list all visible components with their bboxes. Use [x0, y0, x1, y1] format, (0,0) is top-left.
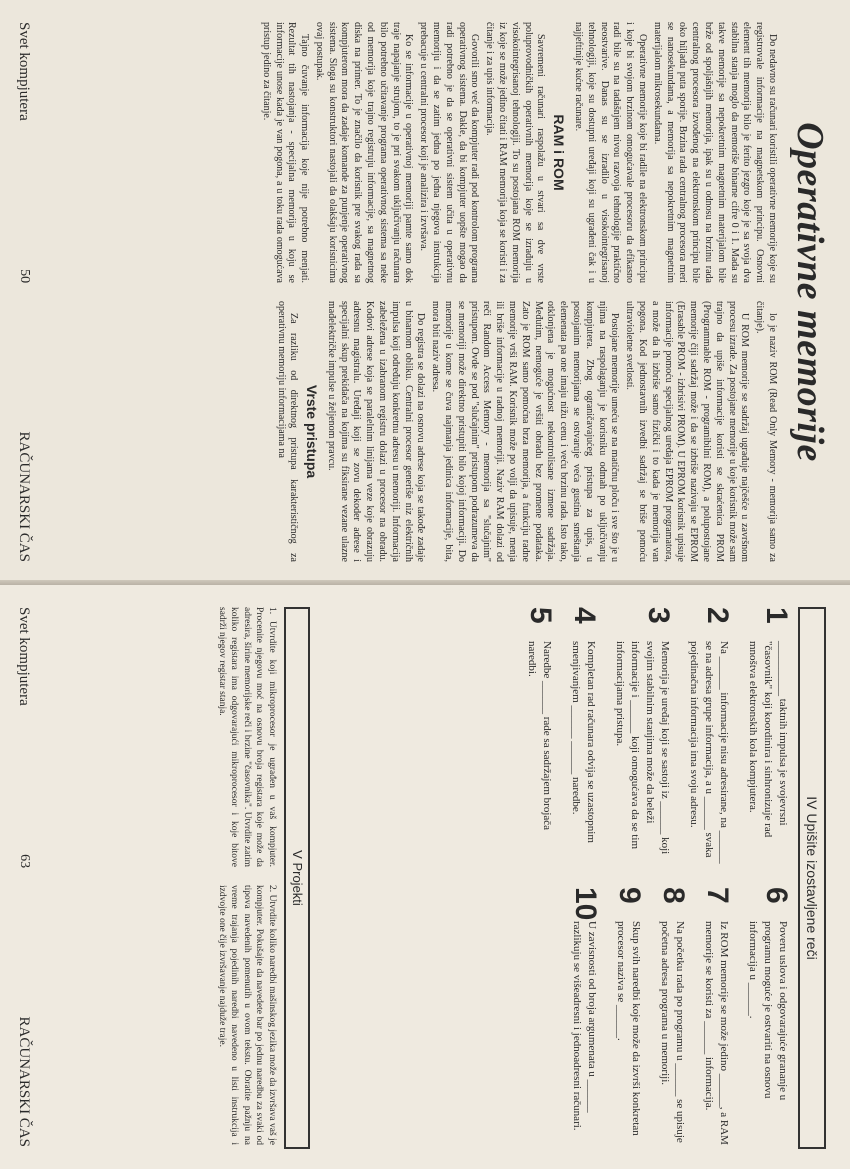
page-number: 50: [17, 269, 32, 284]
question-text: Iz ROM memorije se može jedino ______, a RAM memorije se koristi za ______ informacija.: [703, 921, 730, 1145]
question-text: Poveru uslova i odgovarajuće grananje u programu moguće je ostvariti na osnovu informacija u ______.: [747, 921, 789, 1101]
project-1: 1. Utvrdite koji mikroprocesor je ugrađen u vaš kompjuter. Procenite njegovu moć na osnovu broja registara koje može da adresira, širine memorijske reči i brzine "časovnika". Utvrdite zatim koliko registara ima odgovarajući mikroprocesor i koje bitove sadrži njegov registar stanja.: [217, 607, 277, 867]
article-column-2: [48, 301, 778, 562]
page-50-content: [0, 0, 850, 584]
question-number: 6: [760, 887, 793, 904]
question-item: [745, 607, 793, 865]
question-item: [657, 887, 690, 1145]
section-heading-vrste-pristupa: Vrste pristupa: [304, 384, 321, 479]
article-title: Operativne memorije: [789, 122, 831, 462]
question-item: [686, 607, 734, 865]
question-text: Skup svih naredbi koje može da izvrši konkretan procesor naziva se ______.: [615, 921, 642, 1136]
paragraph: U ROM memorije se sadržaj ugrađuje najčešće u završnom procesu izrade. Za postojane memorije u koje korisnik može sam trajno da upiše informacije koristi se skraćenica PROM (Programmable ROM - programibilni ROM), a polupostojane memorije čiji sadržaj može i da se izbriše nazivaju se EPROM (Erasable PROM - izbrisivi PROM). U EPROM korisnik upisuje informacije pomoću specijalnog uređaja EPROM programatora, a može da ih izbriše samo fizički i to kada je memorija van pogona. Kod jednostavnih izvedbi sadržaj se briše pomoću ultravioletne svetlosti.: [624, 301, 751, 562]
question-column-left: [310, 607, 793, 865]
question-item: [613, 887, 646, 1145]
page-footer: [14, 607, 34, 1147]
section-heading-ram-rom: RAM i ROM: [551, 114, 568, 191]
page-footer: [14, 22, 34, 562]
question-text: Naredbe ______ rade sa sadržajem brojača naredbi.: [526, 641, 553, 831]
project-columns: [78, 607, 278, 1145]
exercise-section-title: IV Upišite izostavljene reči: [798, 607, 826, 1149]
question-number: 4: [568, 607, 601, 624]
paragraph: Do nedavno su računari koristili operativne memorije koje su registrovale informacije na magnetskom principu. Osnovni element tih memorija bilo je ferito jezgro koje je sa svoja dva stabilna stanja moglo da memoriše binarne cifre 0 i 1. Mada su takve memorije sa nepokretnim magnetnim materijalom bile brže od spoljašnjih memorija, ipak su u odnosu na brzinu rada centralnog procesora izvođenog na elektronskom principu bile oko hiljadu puta sporije. Brzina rada centralnog procesora meri se nanosekundama, a memorija sa nepokretnim magnetnim materijalom mikrosekundama.: [651, 22, 778, 283]
question-number: 8: [657, 887, 690, 904]
article-column-1: [48, 22, 778, 283]
paragraph: Savremeni računari raspolažu u stvari sa dve vrste poluprovodničkih operativnih memorija koje se izrađuju u visokointegrisanoj tehnologiji. To su postojana ROM memorija iz koje se može jedino čitati i RAM memorija koja se koristi i za čitanje i za upis informacija.: [484, 22, 547, 283]
question-columns: [310, 607, 793, 1145]
paragraph: Tajno čuvanje informacija koje nije potrebno menjati. Rezultat tih nastojanja - specijalna memorija u koju se informacije unose kada je van pogona, a u toku rada omogućava pristup jedino za čitanje.: [260, 22, 311, 283]
page-63: [0, 585, 850, 1169]
footer-magazine-name: Svet kompjutera: [16, 22, 33, 121]
footer-section-name: RAČUNARSKI ČAS: [16, 1016, 33, 1147]
question-text: Na početku rada po programu u ______ se upisuje početna adresa programa u memoriji.: [659, 921, 686, 1143]
question-column-right: [310, 887, 793, 1145]
question-item: [701, 887, 734, 1145]
paragraph: lo je naziv ROM (Read Only Memory - memorija samo za čitanje).: [754, 301, 778, 562]
question-item: [745, 887, 793, 1145]
question-item: [612, 607, 675, 865]
question-text: __________ taktnih impulsa je svojevrsni "časovnik" koji koordinira i sinhronizuje rad mnoštva elektronskih kola kompjutera.: [747, 641, 789, 838]
question-text: Memorija je uređaj koji se sastoji iz ______ koji svojim stabilnim stanjima može da beleži informacije i ______ koji omogućava da se tim informacijama pristupa.: [614, 641, 671, 855]
paragraph: Ko se informacije u operativnoj memoriji pamte samo dok traje napajanje strujom, to je pri svakom uključivanju računara bilo potrebno učitavanje programa operativnog sistema sa neke od memorija koje trajno registruju informacije, sa magnetnog diska na primer. To je značilo da korisnik pre svakog rada sa kompjuterom mora da zadaje komande za punjenje operativnog sistema. Sloga su konstruktori nastojali da olakšaju korisnicima ovaj postupak.: [313, 22, 415, 283]
page-50: [0, 0, 850, 584]
question-item: [524, 607, 557, 865]
question-number: 7: [701, 887, 734, 904]
article-columns: [48, 22, 778, 562]
question-item: [568, 607, 601, 865]
footer-magazine-name: Svet kompjutera: [16, 607, 33, 706]
question-number: 10: [569, 887, 602, 921]
footer-section-name: RAČUNARSKI ČAS: [16, 431, 33, 562]
page-63-content: [0, 585, 850, 1169]
paragraph: Operativne memorije koje bi radile na elektronskom principu i koje bi svojom brzinom omogućavale procesoru da efikasno radi bile su na tadašnjem nivou razvoja tehnologije praktično neostvarive. Danas su se izradilo u visokointegrisanoj tehnologiji, koje su dostupni uređaji koji su ugrađeni čak i u najjeftinije kućne računare.: [573, 22, 649, 283]
question-number: 3: [642, 607, 675, 624]
question-text: Na ______ informacije nisu adresirane, na ______ se na adresa grupe informacija, a u ______ svaka pojedinačna informacija ima svoju adresu.: [688, 641, 730, 864]
paragraph: Do registra se dolazi na osnovu adrese koja se takođe zadaje u binarnom obliku. Centralni procesor generiše niz električnih impulsa koji određuju konkretnu adresu u memoriji. Informacija zabeležena u izabranom registru dolazi u procesor na obradu. Kodovi adrese koja se paralelnim linijama veze koje obrazuju adresnu magistralu. Uređaji koji se zovu dekoder adrese i specijalni skup prekidača na kojima su fiksirane vezane ulazne mađelektričke impulse u željenom pravcu.: [325, 301, 427, 562]
question-item: [569, 887, 602, 1145]
paragraph: Za razliku od direktnog pristupa karakterističnog za operativnu memoriju informacijama na: [275, 301, 300, 562]
question-number: 9: [613, 887, 646, 904]
paragraph: Govorili smo već da kompjuter radi pod kontrolom programa operativnog sistema. Dakle, da bi kompjuter uopšte mogao da radi potrebno je da se operativni sistem učita u operativnu memoriju i da se zatim jedna po jedna njegova instrukcija prebacuje u centralni procesor koji je analizira i izvršava.: [418, 22, 481, 283]
question-number: 5: [524, 607, 557, 624]
question-text: U zavisnosti od broja argumenata u ______ razlikuju se višeadresni i jednoadresni računari.: [571, 921, 598, 1131]
question-text: Kompletan rad računara odvija se uzastopnim smenjivanjem ______ ______ naredbe.: [570, 641, 597, 843]
projects-section-title: V Projekti: [284, 607, 310, 1149]
question-number: 1: [760, 607, 793, 624]
paragraph: Postojane memorije umeću se na matičnu ploču i sve što je u njima na raspolaganju je korisniku odmah po uključivanju kompjutera. Zbog ograničavajućeg pristupa za upis, u postojanim memorijama se ostvaruje veća gustina smeštanja elemenata pa one imaju nižu cenu i veću brzinu rada. Isto tako, otklonjena je mogućnost nekontrolisane izmene sadržaja. Međutim, nemoguće je vršiti obradu bez promene podataka. Zato je ROM samo pomoćna brza memorija, a funkciju radne memorije vrši RAM. Korisnik može po volji da upisuje, menja ili briše informacije u radnoj memoriji. Naziv RAM dolazi od reči Random Access Memory - memorija sa "slučajnim" pristupom. Ovde se pod "slučajnim" pristupom podrazumeva da se memoriji može direktno pristupiti bilo kojoj informaciji. Do memorije u kome se čuva najmanja jedinica informacije, bita, mora biti naziv adresa.: [430, 301, 621, 562]
question-number: 2: [701, 607, 734, 624]
project-2: 2. Utvrdite koliko naredbi mašinskog jezika može da izvršava vaš je kompjuter. Pokušajte da navedete bar po jednu naredbu za svaki od tipova navedenih pomenutih u ovom tekstu. Obratite pažnju na vreme trajanja pojedinih naredbi navedeno u listi instrukcija i izdvojte one čije izvršavanje najduže traje.: [217, 885, 277, 1145]
page-number: 63: [17, 854, 32, 869]
